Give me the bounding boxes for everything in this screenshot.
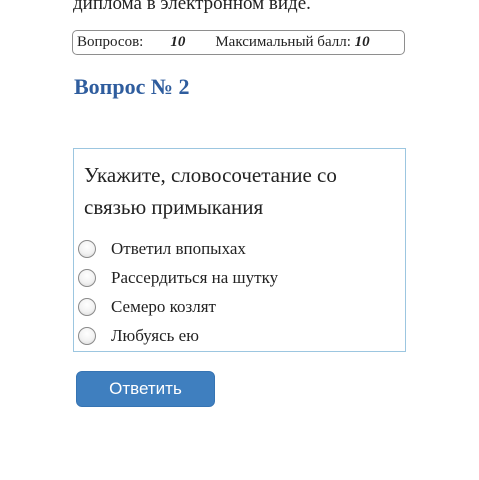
questions-count-label: Вопросов: (77, 34, 144, 50)
radio-button[interactable] (78, 327, 96, 345)
questions-count-value: 10 (170, 34, 186, 50)
answer-option-3[interactable] (78, 294, 216, 320)
radio-button[interactable] (78, 269, 96, 287)
radio-button[interactable] (78, 298, 96, 316)
answer-option-label: Любуясь ею (111, 326, 199, 345)
max-score-label: Максимальный балл: (215, 34, 351, 50)
question-card (73, 148, 406, 352)
answer-option-label: Рассердиться на шутку (111, 268, 279, 287)
submit-answer-button[interactable]: Ответить (76, 371, 215, 407)
question-heading: Вопрос № 2 (74, 74, 190, 99)
test-info-box (72, 30, 405, 55)
radio-button[interactable] (78, 240, 96, 258)
max-score-value: 10 (354, 34, 370, 50)
answer-option-label: Ответил впопыхах (111, 239, 246, 258)
intro-text: диплома в электронном виде. (73, 0, 311, 14)
answer-option-2[interactable] (78, 265, 278, 291)
answer-option-1[interactable] (78, 236, 246, 262)
question-text: Укажите, словосочетание со связью примыкания (84, 163, 337, 219)
answer-option-4[interactable] (78, 323, 199, 349)
answer-option-label: Семеро козлят (111, 297, 216, 316)
